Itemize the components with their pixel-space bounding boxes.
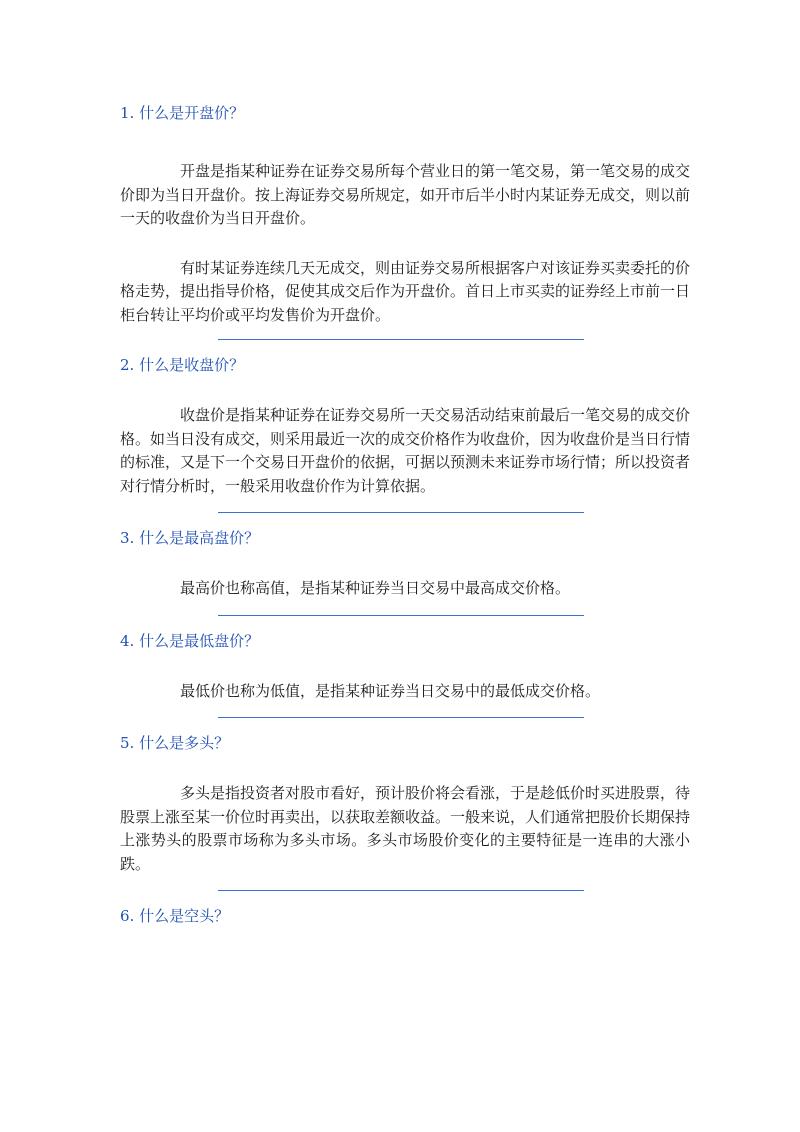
- document-content: [120, 100, 690, 929]
- section-heading: 1. 什么是开盘价？: [120, 104, 245, 122]
- section-closing-price: [120, 352, 690, 513]
- section-heading: 6. 什么是空头？: [120, 907, 230, 925]
- paragraph: 最低价也称为低值，是指某种证券当日交易中的最低成交价格。: [180, 681, 601, 700]
- section-heading: 2. 什么是收盘价？: [120, 356, 245, 374]
- paragraph: 开盘是指某种证券在证券交易所每个营业日的第一笔交易，第一笔交易的成交价即为当日开盘价。按上海证券交易所规定，如开市后半小时内某证券无成交，则以前一天的收盘价为当日开盘价。: [120, 162, 691, 227]
- paragraph: 最高价也称高值，是指某种证券当日交易中最高成交价格。: [180, 579, 571, 597]
- section-opening-price: [120, 100, 690, 340]
- section-heading: 3. 什么是最高盘价？: [120, 529, 260, 547]
- paragraph: 收盘价是指某种证券在证券交易所一天交易活动结束前最后一笔交易的成交价格。如当日没有成交，则采用最近一次的成交价格作为收盘价，因为收盘价是当日行情的标准，又是下一个交易日开盘价的依据，可据以预测未来证券市场行情；所以投资者对行情分析时，一般采用收盘价作为计算依据。: [120, 406, 691, 495]
- section-heading: 4. 什么是最低盘价？: [120, 631, 260, 650]
- section-bull: [120, 730, 690, 891]
- section-low-price: [120, 628, 690, 719]
- paragraph: 有时某证券连续几天无成交，则由证券交易所根据客户对该证券买卖委托的价格走势，提出指导价格，促使其成交后作为开盘价。首日上市买卖的证券经上市前一日柜台转让平均价或平均发售价为开盘价。: [120, 258, 691, 324]
- section-high-price: [120, 525, 690, 616]
- section-bear: [120, 903, 690, 929]
- section-heading: 5. 什么是多头？: [120, 734, 230, 752]
- paragraph: 多头是指投资者对股市看好，预计股价将会看涨，于是趁低价时买进股票，待股票上涨至某一价位时再卖出，以获取差额收益。一般来说，人们通常把股价长期保持上涨势头的股票市场称为多头市场。多头市场股价变化的主要特征是一连串的大涨小跌。: [120, 784, 691, 873]
